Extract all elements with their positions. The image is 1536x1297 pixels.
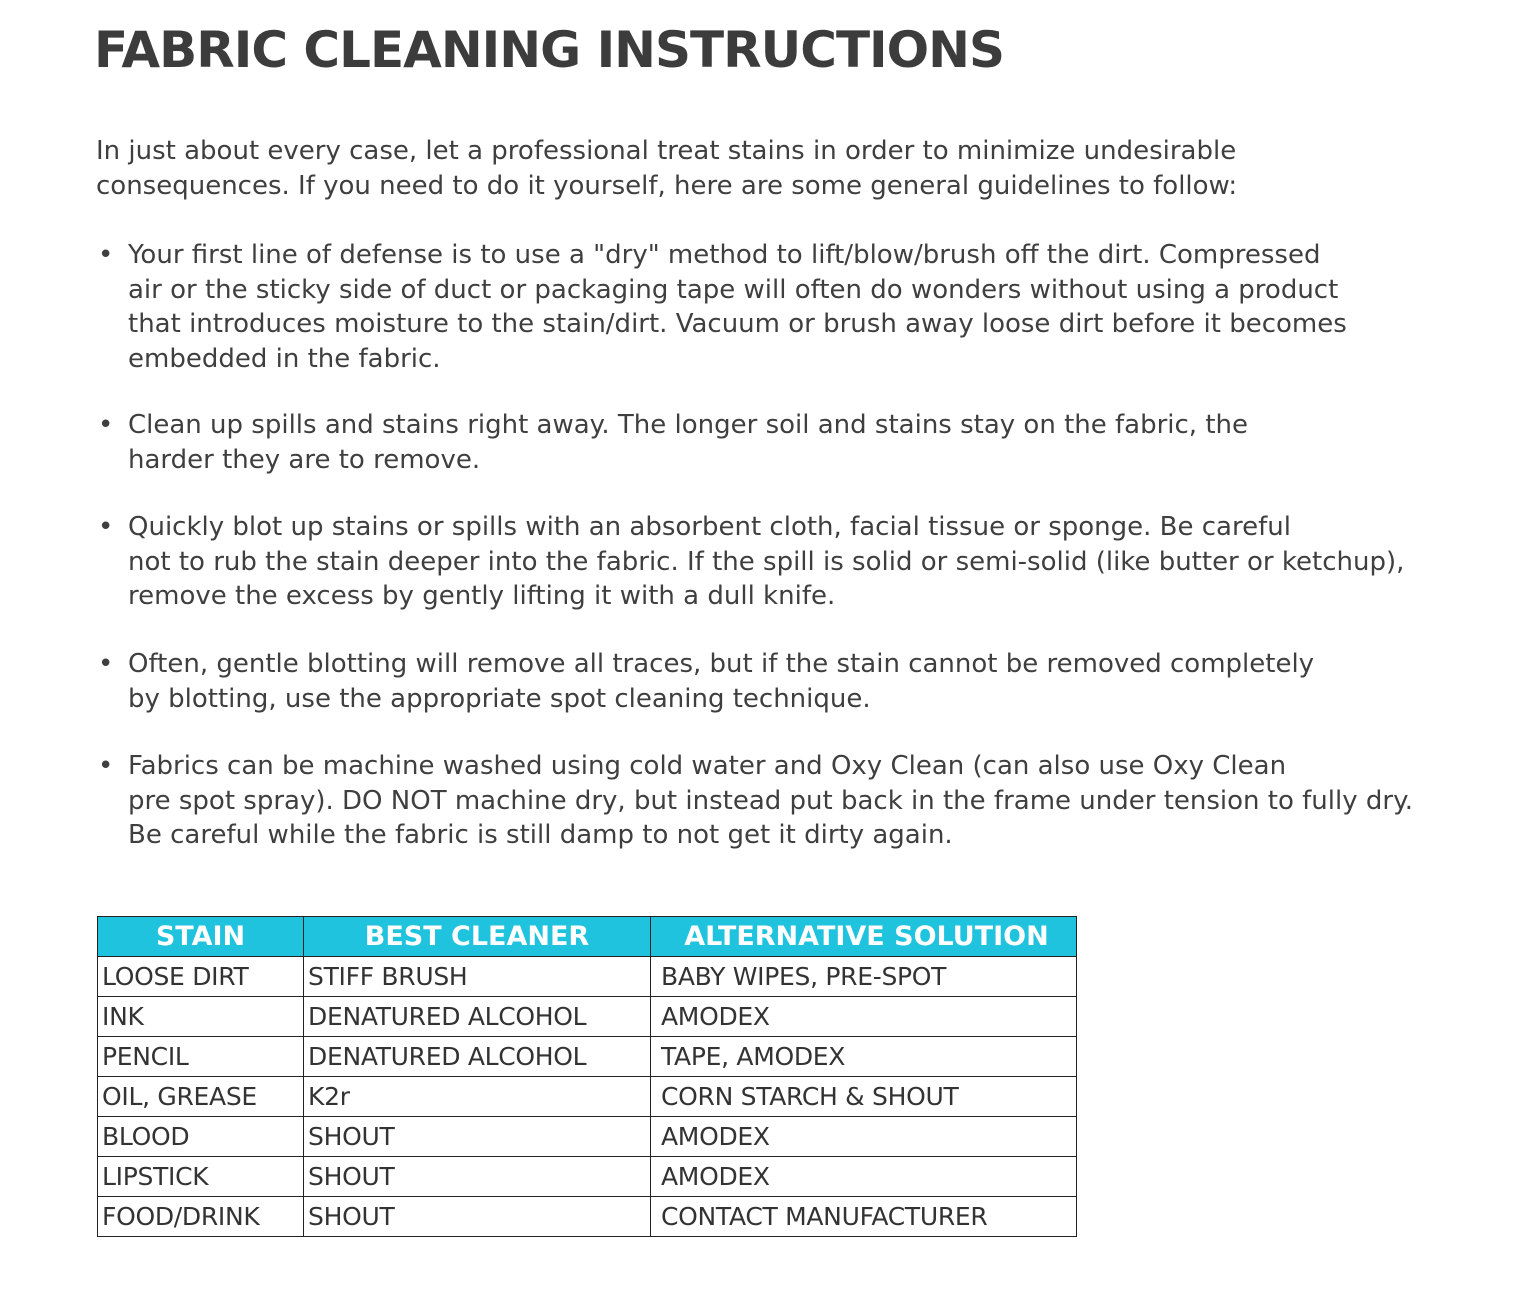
table-cell: CORN STARCH & SHOUT xyxy=(651,1077,1077,1117)
table-row xyxy=(98,1037,1077,1077)
page-title: FABRIC CLEANING INSTRUCTIONS xyxy=(94,21,1005,79)
table-cell: TAPE, AMODEX xyxy=(651,1037,1077,1077)
table-cell: LOOSE DIRT xyxy=(98,957,304,997)
stain-table-container xyxy=(97,916,1077,1237)
table-cell: STIFF BRUSH xyxy=(304,957,651,997)
table-cell: AMODEX xyxy=(651,1117,1077,1157)
table-cell: AMODEX xyxy=(651,997,1077,1037)
guideline-item xyxy=(96,510,1516,614)
guideline-line: Often, gentle blotting will remove all traces, but if the stain cannot be removed completely xyxy=(128,649,1315,679)
table-cell: PENCIL xyxy=(98,1037,304,1077)
guideline-line: air or the sticky side of duct or packaging tape will often do wonders without using a product xyxy=(128,274,1339,305)
guideline-line: pre spot spray). DO NOT machine dry, but instead put back in the frame under tension to fully dry. xyxy=(128,785,1414,816)
table-cell: SHOUT xyxy=(304,1157,651,1197)
table-cell: SHOUT xyxy=(304,1197,651,1237)
table-header-row xyxy=(98,917,1077,957)
guideline-item xyxy=(96,647,1516,716)
intro-line: consequences. If you need to do it yourself, here are some general guidelines to follow: xyxy=(96,171,1238,201)
column-header-alternative-solution: ALTERNATIVE SOLUTION xyxy=(651,917,1077,957)
table-cell: DENATURED ALCOHOL xyxy=(304,1037,651,1077)
table-row xyxy=(98,1157,1077,1197)
table-cell: INK xyxy=(98,997,304,1037)
guideline-line: by blotting, use the appropriate spot cleaning technique. xyxy=(128,683,871,714)
bullet-marker: • xyxy=(98,649,114,679)
table-cell: CONTACT MANUFACTURER xyxy=(651,1197,1077,1237)
table-row xyxy=(98,1197,1077,1237)
table-cell: K2r xyxy=(304,1077,651,1117)
table-cell: LIPSTICK xyxy=(98,1157,304,1197)
bullet-marker: • xyxy=(98,240,114,270)
table-cell: BLOOD xyxy=(98,1117,304,1157)
guideline-item xyxy=(96,749,1516,853)
guideline-item xyxy=(96,408,1516,477)
guideline-item xyxy=(96,238,1516,376)
guideline-line: embedded in the fabric. xyxy=(128,343,441,374)
table-cell: SHOUT xyxy=(304,1117,651,1157)
column-header-best-cleaner: BEST CLEANER xyxy=(304,917,651,957)
guideline-line: Clean up spills and stains right away. The longer soil and stains stay on the fabric, the xyxy=(128,410,1249,440)
intro-paragraph xyxy=(96,134,1396,204)
guideline-line: remove the excess by gently lifting it with a dull knife. xyxy=(128,581,836,611)
table-row xyxy=(98,1117,1077,1157)
table-row xyxy=(98,997,1077,1037)
table-row xyxy=(98,957,1077,997)
guideline-line: harder they are to remove. xyxy=(128,444,481,475)
guideline-line: Your first line of defense is to use a "dry" method to lift/blow/brush off the dirt. Compressed xyxy=(128,240,1321,270)
bullet-marker: • xyxy=(98,410,114,440)
bullet-marker: • xyxy=(98,512,114,542)
table-cell: AMODEX xyxy=(651,1157,1077,1197)
stain-table xyxy=(97,916,1077,1237)
bullet-marker: • xyxy=(98,751,114,781)
column-header-stain: STAIN xyxy=(98,917,304,957)
table-cell: FOOD/DRINK xyxy=(98,1197,304,1237)
table-row xyxy=(98,1077,1077,1117)
guideline-line: not to rub the stain deeper into the fabric. If the spill is solid or semi-solid (like butter or ketchup), xyxy=(128,546,1405,577)
guideline-line: Fabrics can be machine washed using cold water and Oxy Clean (can also use Oxy Clean xyxy=(128,751,1287,781)
guideline-line: that introduces moisture to the stain/dirt. Vacuum or brush away loose dirt before it becomes xyxy=(128,309,1347,339)
table-cell: OIL, GREASE xyxy=(98,1077,304,1117)
table-cell: BABY WIPES, PRE-SPOT xyxy=(651,957,1077,997)
intro-line: In just about every case, let a professional treat stains in order to minimize undesirable xyxy=(96,136,1237,166)
guideline-line: Be careful while the fabric is still damp to not get it dirty again. xyxy=(128,820,953,850)
table-cell: DENATURED ALCOHOL xyxy=(304,997,651,1037)
guideline-line: Quickly blot up stains or spills with an absorbent cloth, facial tissue or sponge. Be careful xyxy=(128,512,1291,542)
